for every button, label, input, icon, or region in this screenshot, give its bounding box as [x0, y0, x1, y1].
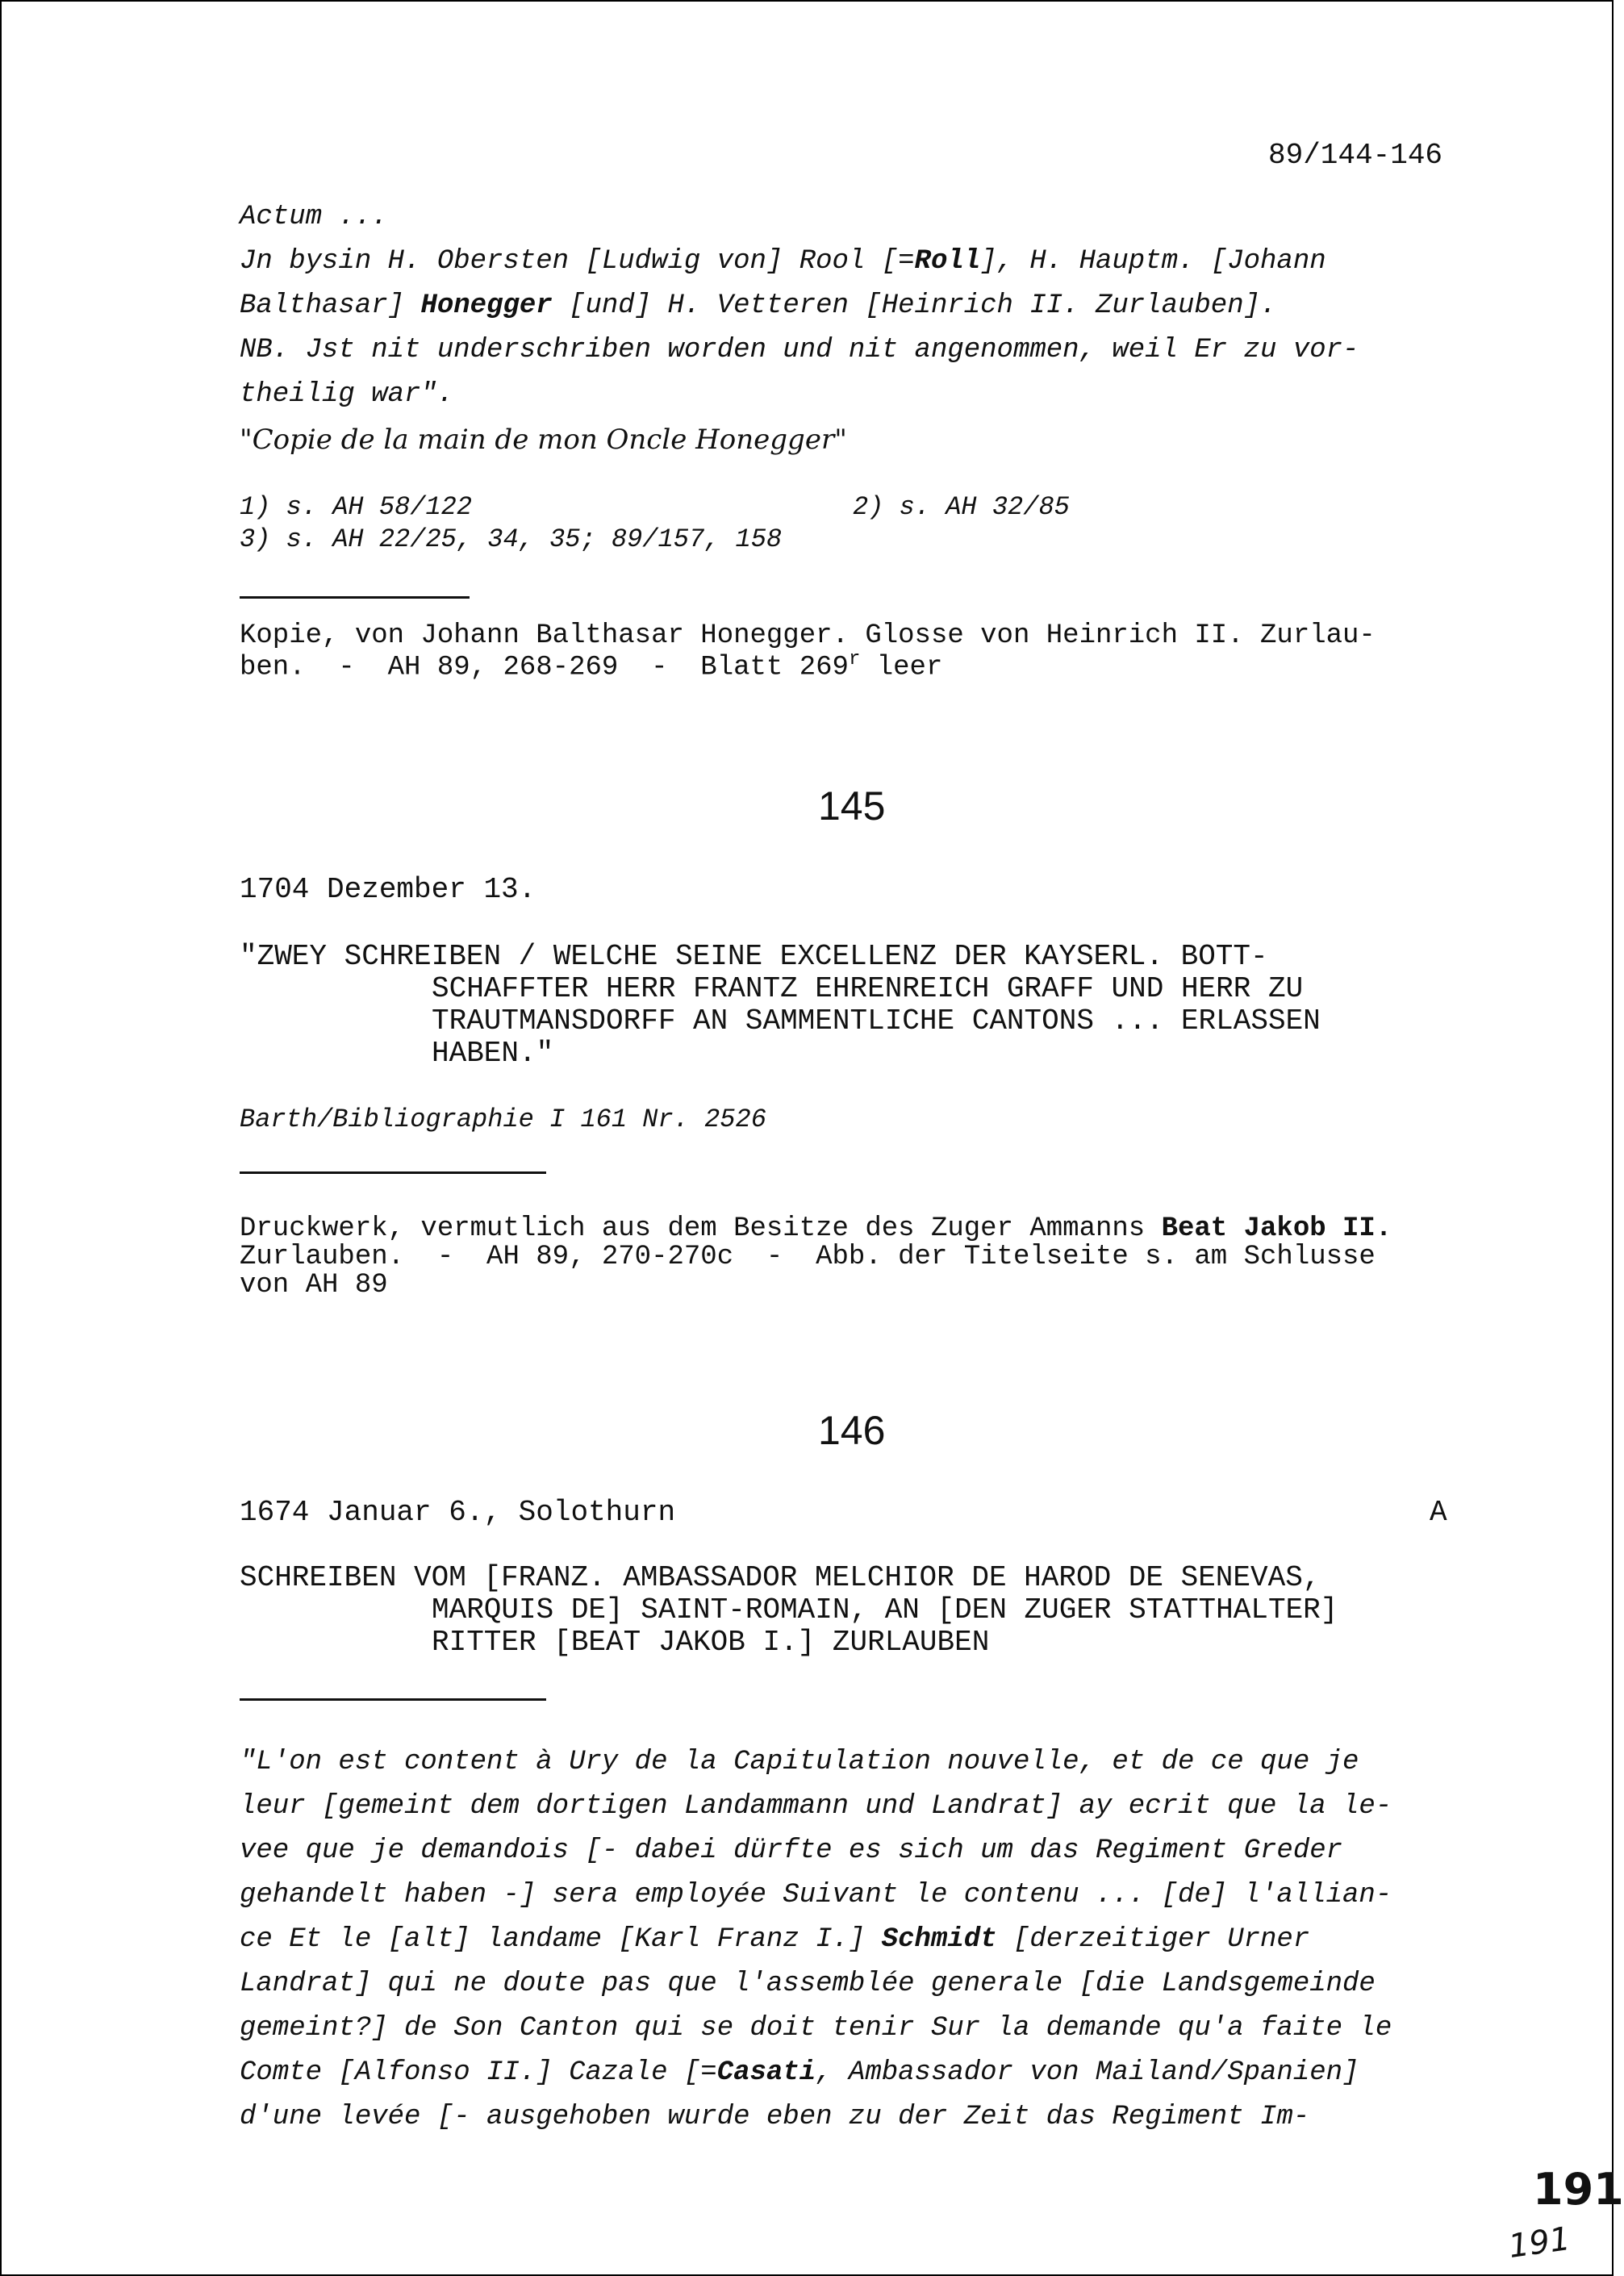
- document-title-line: HABEN.": [432, 1037, 554, 1070]
- text-span: ], H. Hauptm. [Johann: [980, 246, 1326, 277]
- bold-name: Honegger: [420, 290, 553, 321]
- superscript: r: [848, 649, 861, 670]
- document-title-line: SCHREIBEN VOM [FRANZ. AMBASSADOR MELCHIOR DE HAROD DE SENEVAS,: [240, 1561, 1321, 1594]
- text-span: Comte [Alfonso II.] Cazale [=: [240, 2057, 717, 2088]
- document-number: 146: [818, 1408, 886, 1453]
- document-date: 1674 Januar 6., Solothurn: [240, 1496, 676, 1529]
- source-note-line: [240, 649, 942, 683]
- text-line: "L'on est content à Ury de la Capitulation nouvelle, et de ce que je: [240, 1747, 1359, 1777]
- document-number: 145: [818, 783, 886, 829]
- actum-line: Actum ...: [240, 202, 388, 232]
- footnote-3: 3) s. AH 22/25, 34, 35; 89/157, 158: [240, 524, 783, 554]
- bold-name: Casati: [716, 2057, 816, 2088]
- text-line: gehandelt haben -] sera employée Suivant le contenu ... [de] l'allian-: [240, 1880, 1392, 1911]
- text-span: ben. - AH 89, 268-269 - Blatt 269: [240, 652, 849, 683]
- archive-reference: 89/144-146: [1268, 139, 1443, 172]
- text-span: Balthasar]: [240, 290, 421, 321]
- text-line: d'une levée [- ausgehoben wurde eben zu der Zeit das Regiment Im-: [240, 2102, 1310, 2132]
- text-line: [240, 290, 1276, 321]
- text-span: , Ambassador von Mailand/Spanien]: [816, 2057, 1359, 2088]
- text-line: NB. Jst nit underschriben worden und nit angenommen, weil Er zu vor-: [240, 335, 1359, 365]
- source-note-line: Kopie, von Johann Balthasar Honegger. Glosse von Heinrich II. Zurlau-: [240, 620, 1376, 651]
- document-title-line: TRAUTMANSDORFF AN SAMMENTLICHE CANTONS ... ERLASSEN: [432, 1004, 1321, 1038]
- text-line: vee que je demandois [- dabei dürfte es sich um das Regiment Greder: [240, 1835, 1343, 1866]
- document-title-line: "ZWEY SCHREIBEN / WELCHE SEINE EXCELLENZ DER KAYSERL. BOTT-: [240, 940, 1268, 973]
- footnote-2: 2) s. AH 32/85: [853, 492, 1070, 522]
- text-line: [240, 1924, 1309, 1955]
- bold-name: Roll: [914, 246, 981, 277]
- separator-rule: [240, 1698, 546, 1701]
- text-span: Jn bysin H. Obersten [Ludwig von] Rool [=: [240, 246, 915, 277]
- separator-rule: [240, 1171, 546, 1174]
- text-line: gemeint?] de Son Canton qui se doit tenir Sur la demande qu'a faite le: [240, 2013, 1392, 2044]
- separator-rule: [240, 596, 470, 599]
- text-line: Landrat] qui ne doute pas que l'assemblée generale [die Landsgemeinde: [240, 1969, 1376, 1999]
- footnote-1: 1) s. AH 58/122: [240, 492, 473, 522]
- bold-name: Schmidt: [881, 1924, 997, 1955]
- text-line: theilig war".: [240, 379, 454, 410]
- page-handwritten-number: 191: [1506, 2220, 1573, 2266]
- document-date: 1704 Dezember 13.: [240, 873, 536, 906]
- text-line: [240, 2057, 1359, 2088]
- source-note-line: [240, 1213, 1392, 1244]
- copie-note: "Copie de la main de mon Oncle Honegger": [240, 424, 847, 456]
- text-line: [240, 246, 1326, 277]
- source-note-line: Zurlauben. - AH 89, 270-270c - Abb. der Titelseite s. am Schlusse: [240, 1242, 1376, 1272]
- page-stamp: 191: [1533, 2164, 1624, 2215]
- source-note-line: von AH 89: [240, 1270, 388, 1301]
- text-span: Druckwerk, vermutlich aus dem Besitze des Zuger Ammanns: [240, 1213, 1162, 1244]
- document-title-line: RITTER [BEAT JAKOB I.] ZURLAUBEN: [432, 1626, 990, 1659]
- bold-name: Beat Jakob II.: [1161, 1213, 1392, 1244]
- bibliography-ref: Barth/Bibliographie I 161 Nr. 2526: [240, 1105, 766, 1134]
- document-marker: A: [1430, 1496, 1447, 1529]
- text-span: ce Et le [alt] landame [Karl Franz I.]: [240, 1924, 882, 1955]
- text-span: [derzeitiger Urner: [996, 1924, 1310, 1955]
- text-span: [und] H. Vetteren [Heinrich II. Zurlauben].: [552, 290, 1277, 321]
- document-title-line: SCHAFFTER HERR FRANTZ EHRENREICH GRAFF UND HERR ZU: [432, 972, 1304, 1005]
- text-span: leer: [860, 652, 943, 683]
- text-line: leur [gemeint dem dortigen Landammann und Landrat] ay ecrit que la le-: [240, 1791, 1392, 1822]
- document-title-line: MARQUIS DE] SAINT-ROMAIN, AN [DEN ZUGER STATTHALTER]: [432, 1593, 1338, 1627]
